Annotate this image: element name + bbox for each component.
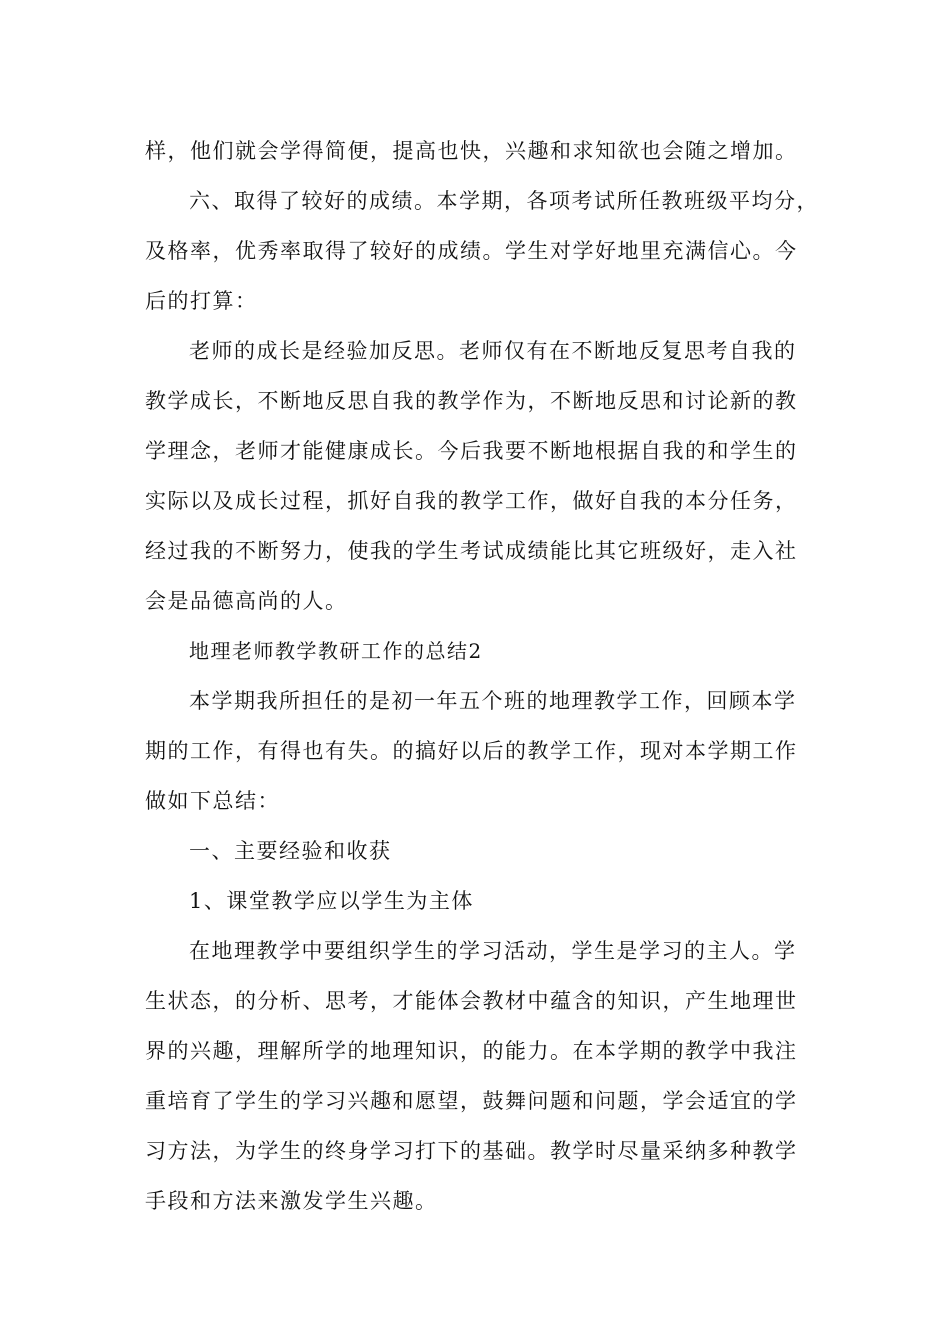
- text-line: 老师的成长是经验加反思。老师仅有在不断地反复思考自我的: [189, 339, 797, 363]
- text-line: 手段和方法来激发学生兴趣。: [145, 1189, 438, 1213]
- heading-student-centered: 1、课堂教学应以学生为主体: [189, 889, 474, 913]
- paragraph-student-centered: [145, 926, 825, 1226]
- text-line: 会是品德高尚的人。: [145, 589, 348, 613]
- subsection-heading: [145, 876, 825, 926]
- text-line: 界的兴趣，理解所学的地理知识，的能力。在本学期的教学中我注: [145, 1039, 798, 1063]
- text-line: 后的打算：: [145, 289, 258, 313]
- text-line: 做如下总结：: [145, 789, 280, 813]
- text-line: 生状态，的分析、思考，才能体会教材中蕴含的知识，产生地理世: [145, 989, 798, 1013]
- text-line: 本学期我所担任的是初一年五个班的地理教学工作，回顾本学: [189, 689, 797, 713]
- paragraph-results: [145, 176, 825, 326]
- section-title: [145, 626, 825, 676]
- text-line: 教学成长，不断地反思自我的教学作为，不断地反思和讨论新的教: [145, 389, 798, 413]
- text-line: 习方法，为学生的终身学习打下的基础。教学时尽量采纳多种教学: [145, 1139, 798, 1163]
- paragraph-continuation: [145, 126, 825, 176]
- document-body: [145, 126, 825, 1226]
- text-line: 经过我的不断努力，使我的学生考试成绩能比其它班级好，走入社: [145, 539, 798, 563]
- paragraph-intro: [145, 676, 825, 826]
- document-subtitle: 地理老师教学教研工作的总结2: [189, 639, 483, 663]
- section-heading: [145, 826, 825, 876]
- text-line: 期的工作，有得也有失。的搞好以后的教学工作，现对本学期工作: [145, 739, 798, 763]
- text-line: 重培育了学生的学习兴趣和愿望，鼓舞问题和问题，学会适宜的学: [145, 1089, 798, 1113]
- text-line: 六、取得了较好的成绩。本学期，各项考试所任教班级平均分，: [189, 189, 819, 213]
- text-line: 实际以及成长过程，抓好自我的教学工作，做好自我的本分任务，: [145, 489, 798, 513]
- text-line: 在地理教学中要组织学生的学习活动，学生是学习的主人。学: [189, 939, 797, 963]
- text-line: 学理念，老师才能健康成长。今后我要不断地根据自我的和学生的: [145, 439, 798, 463]
- heading-main-experience: 一、主要经验和收获: [189, 839, 392, 863]
- text-line: 样，他们就会学得简便，提高也快，兴趣和求知欲也会随之增加。: [145, 139, 798, 163]
- text-line: 及格率，优秀率取得了较好的成绩。学生对学好地里充满信心。今: [145, 239, 798, 263]
- paragraph-growth: [145, 326, 825, 626]
